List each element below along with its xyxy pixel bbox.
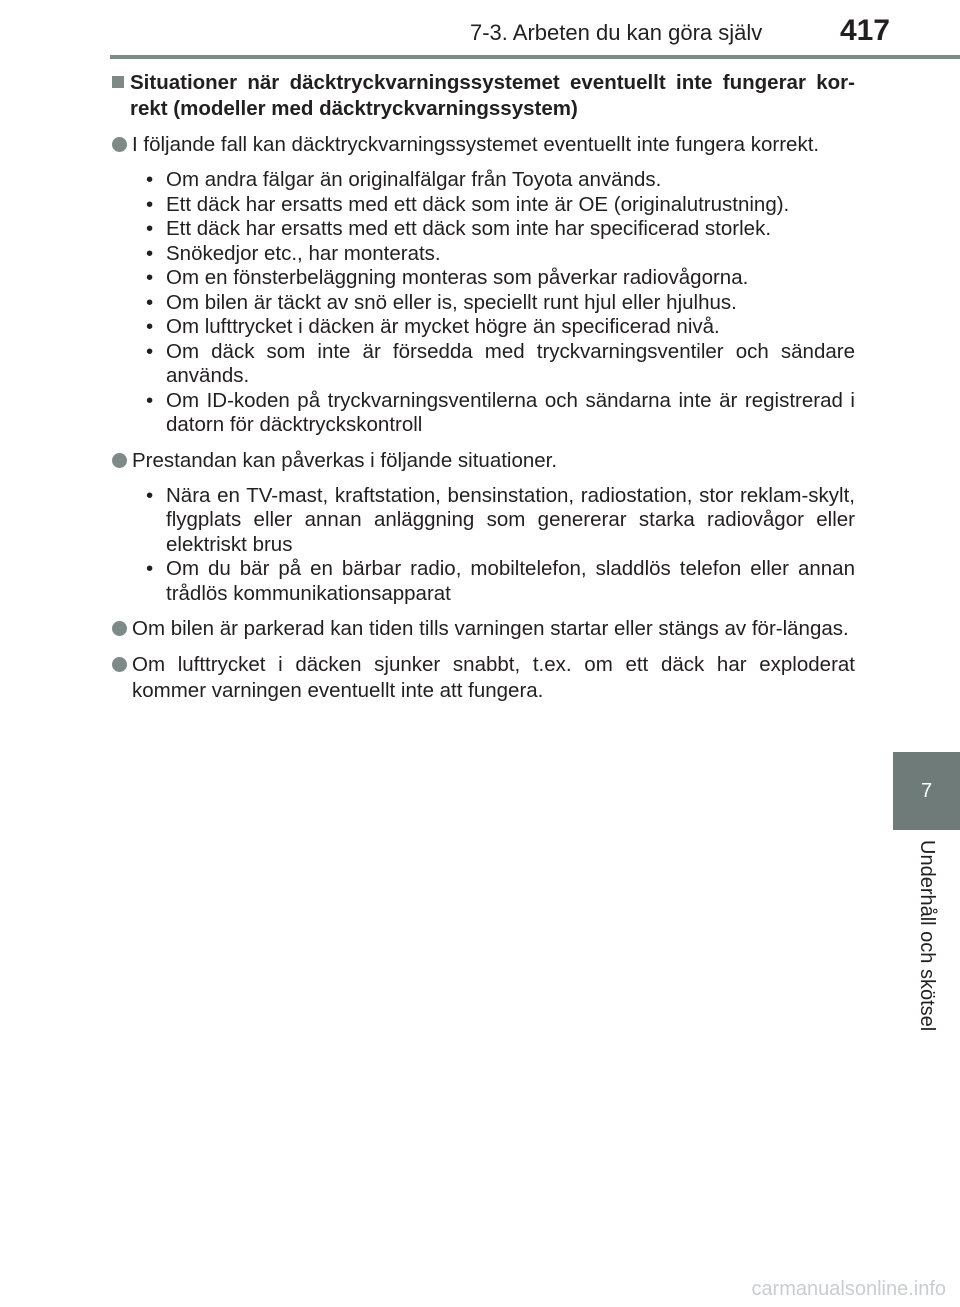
bullet-item [110, 132, 855, 158]
sub-list-item [110, 484, 855, 558]
dot-bullet-icon: • [146, 266, 154, 289]
circle-bullet-icon [112, 621, 127, 636]
bullet-text: I följande fall kan däcktryckvarningssystemet eventuellt inte fungera korrekt. [132, 133, 820, 156]
sub-list [110, 168, 855, 438]
watermark: carmanualsonline.info [751, 1278, 946, 1300]
sub-list-item [110, 242, 855, 267]
dot-bullet-icon: • [146, 241, 154, 265]
bullet-item [110, 616, 855, 642]
sub-list-item [110, 315, 855, 340]
sub-item-text: Nära en TV-mast, kraftstation, bensinstation, radiostation, stor reklam-skylt, flygplats eller annan anläggning som genererar starka radiovågor eller elektriskt brus [166, 483, 855, 556]
sub-item-text: Om bilen är täckt av snö eller is, speciellt runt hjul eller hjulhus. [166, 290, 737, 314]
chapter-title: Underhåll och skötsel [916, 840, 938, 1032]
sub-list-item [110, 168, 855, 193]
sub-list [110, 484, 855, 607]
sub-item-text: Om du bär på en bärbar radio, mobiltelefon, sladdlös telefon eller annan trådlös kommunikationsapparat [166, 557, 855, 605]
bullet-item [110, 652, 855, 704]
section-heading [110, 70, 855, 122]
sub-item-text: Om däck som inte är försedda med tryckvarningsventiler och sändare används. [166, 339, 855, 387]
sub-item-text: Om en fönsterbeläggning monteras som påverkar radiovågorna. [166, 266, 749, 289]
sub-item-text: Om andra fälgar än originalfälgar från Toyota används. [166, 168, 662, 191]
circle-bullet-icon [112, 453, 127, 468]
dot-bullet-icon: • [146, 557, 154, 580]
chapter-side-label [893, 840, 960, 1040]
bullet-item [110, 448, 855, 474]
sub-list-item [110, 266, 855, 291]
sub-list-item [110, 291, 855, 316]
dot-bullet-icon: • [146, 290, 154, 314]
bullet-text: Prestandan kan påverkas i följande situationer. [132, 448, 558, 472]
sub-list-item [110, 557, 855, 606]
dot-bullet-icon: • [146, 168, 154, 191]
page-number: 417 [839, 14, 890, 47]
section-title: 7-3. Arbeten du kan göra själv [470, 20, 763, 45]
sub-item-text: Om ID-koden på tryckvarningsventilerna och sändarna inte är registrerad i datorn för däcktryckskontroll [166, 388, 855, 436]
sub-item-text: Snökedjor etc., har monterats. [166, 241, 441, 265]
sub-item-text: Ett däck har ersatts med ett däck som inte har specificerad storlek. [166, 217, 772, 240]
dot-bullet-icon: • [146, 339, 154, 363]
dot-bullet-icon: • [146, 388, 154, 412]
bullet-text: Om bilen är parkerad kan tiden tills varningen startar eller stängs av för-längas. [132, 617, 849, 640]
circle-bullet-icon [112, 137, 127, 152]
sub-list-item [110, 389, 855, 438]
sub-list-item [110, 193, 855, 218]
dot-bullet-icon: • [146, 192, 154, 216]
sub-list-item [110, 217, 855, 242]
dot-bullet-icon: • [146, 217, 154, 240]
main-content [110, 70, 855, 714]
square-bullet-icon [112, 76, 124, 88]
sub-item-text: Om lufttrycket i däcken är mycket högre än specificerad nivå. [166, 315, 720, 338]
circle-bullet-icon [112, 657, 127, 672]
dot-bullet-icon: • [146, 483, 154, 507]
header-divider [110, 55, 960, 59]
sub-item-text: Ett däck har ersatts med ett däck som inte är OE (originalutrustning). [166, 192, 790, 216]
dot-bullet-icon: • [146, 315, 154, 338]
bullet-text: Om lufttrycket i däcken sjunker snabbt, t.ex. om ett däck har exploderat kommer varningen eventuellt inte att fungera. [132, 653, 855, 702]
heading-text: Situationer när däcktryckvarningssystemet eventuellt inte fungerar kor-rekt (modeller med däcktryckvarningssystem) [130, 71, 855, 120]
chapter-tab[interactable] [893, 752, 960, 830]
sub-list-item [110, 340, 855, 389]
chapter-number: 7 [920, 779, 933, 802]
